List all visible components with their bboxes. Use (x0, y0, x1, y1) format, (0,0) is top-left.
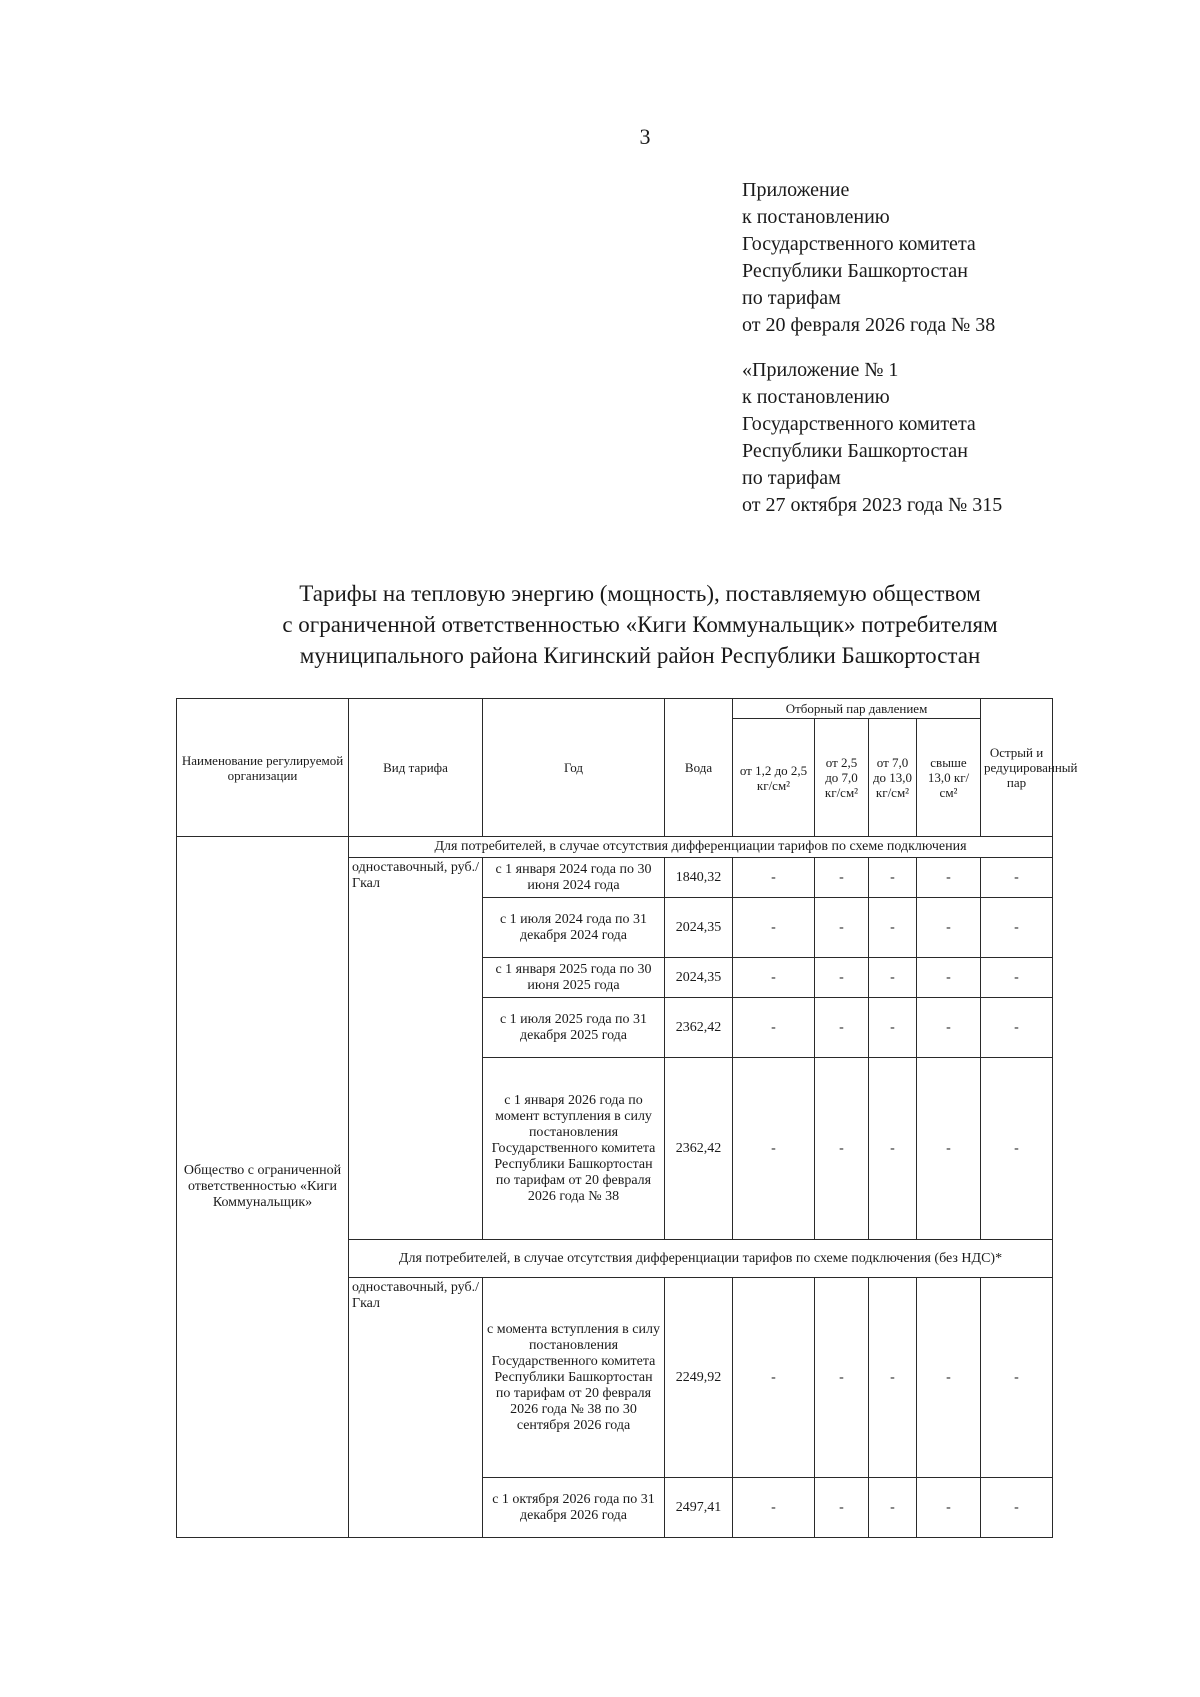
period-cell: с 1 июля 2024 года по 31 декабря 2024 года (483, 898, 665, 958)
water-value: 2497,41 (665, 1478, 733, 1538)
section-heading: Для потребителей, в случае отсутствия дифференциации тарифов по схеме подключения (без НДС)* (349, 1240, 1053, 1278)
steam-3-value: - (869, 858, 917, 898)
steam-4-value: - (917, 958, 981, 998)
header-steam-group: Отборный пар давлением (733, 699, 981, 719)
steam-4-value: - (917, 998, 981, 1058)
header-steam-4: свыше 13,0 кг/см² (917, 719, 981, 837)
water-value: 1840,32 (665, 858, 733, 898)
header-org: Наименование регулируемой организации (177, 699, 349, 837)
section-heading: Для потребителей, в случае отсутствия дифференциации тарифов по схеме подключения (349, 837, 1053, 858)
approval-line: «Приложение № 1 (742, 359, 899, 381)
approval-line: Приложение (742, 179, 850, 201)
period-cell: с момента вступления в силу постановления Государственного комитета Республики Башкортостан по тарифам от 20 февраля 2026 года № 38 по 30 сентября 2026 года (483, 1278, 665, 1478)
header-tariff-type: Вид тарифа (349, 699, 483, 837)
approval-line: по тарифам (742, 467, 841, 489)
approval-line: от 20 февраля 2026 года № 38 (742, 314, 996, 336)
sharp-steam-value: - (981, 898, 1053, 958)
sharp-steam-value: - (981, 1278, 1053, 1478)
sharp-steam-value: - (981, 858, 1053, 898)
title-line: с ограниченной ответственностью «Киги Коммунальщик» потребителям (282, 612, 998, 637)
steam-4-value: - (917, 1278, 981, 1478)
water-value: 2362,42 (665, 998, 733, 1058)
steam-1-value: - (733, 1278, 815, 1478)
approval-line: по тарифам (742, 287, 841, 309)
water-value: 2024,35 (665, 958, 733, 998)
steam-1-value: - (733, 958, 815, 998)
steam-2-value: - (815, 1278, 869, 1478)
steam-1-value: - (733, 1478, 815, 1538)
tariff-table (176, 698, 1078, 1538)
steam-2-value: - (815, 958, 869, 998)
steam-1-value: - (733, 998, 815, 1058)
title-line: Тарифы на тепловую энергию (мощность), поставляемую обществом (299, 581, 981, 606)
period-cell: с 1 июля 2025 года по 31 декабря 2025 года (483, 998, 665, 1058)
tariff-type: одноставочный, руб./Гкал (349, 1278, 483, 1538)
approval-line: Республики Башкортостан (742, 260, 968, 282)
title-line: муниципального района Кигинский район Республики Башкортостан (299, 643, 981, 668)
steam-4-value: - (917, 858, 981, 898)
water-value: 2024,35 (665, 898, 733, 958)
sharp-steam-value: - (981, 998, 1053, 1058)
approval-block-current (742, 177, 995, 339)
header-steam-3: от 7,0 до 13,0 кг/см² (869, 719, 917, 837)
steam-2-value: - (815, 898, 869, 958)
tariff-type: одноставочный, руб./Гкал (349, 858, 483, 1240)
period-cell: с 1 января 2025 года по 30 июня 2025 года (483, 958, 665, 998)
period-cell: с 1 января 2024 года по 30 июня 2024 года (483, 858, 665, 898)
steam-4-value: - (917, 898, 981, 958)
steam-3-value: - (869, 998, 917, 1058)
steam-2-value: - (815, 858, 869, 898)
approval-line: к постановлению (742, 386, 890, 408)
approval-line: Государственного комитета (742, 233, 976, 255)
sharp-steam-value: - (981, 958, 1053, 998)
sharp-steam-value: - (981, 1478, 1053, 1538)
steam-2-value: - (815, 1478, 869, 1538)
steam-1-value: - (733, 898, 815, 958)
water-value: 2249,92 (665, 1278, 733, 1478)
steam-3-value: - (869, 958, 917, 998)
header-steam-2: от 2,5 до 7,0 кг/см² (815, 719, 869, 837)
approval-line: к постановлению (742, 206, 890, 228)
steam-1-value: - (733, 858, 815, 898)
steam-2-value: - (815, 1058, 869, 1240)
steam-3-value: - (869, 1058, 917, 1240)
steam-4-value: - (917, 1058, 981, 1240)
steam-3-value: - (869, 1278, 917, 1478)
steam-3-value: - (869, 1478, 917, 1538)
steam-2-value: - (815, 998, 869, 1058)
header-sharp-steam: Острый и редуцированный пар (981, 699, 1053, 837)
period-cell: с 1 октября 2026 года по 31 декабря 2026 года (483, 1478, 665, 1538)
steam-1-value: - (733, 1058, 815, 1240)
document-title (200, 578, 1080, 671)
steam-3-value: - (869, 898, 917, 958)
sharp-steam-value: - (981, 1058, 1053, 1240)
approval-line: от 27 октября 2023 года № 315 (742, 494, 1003, 516)
page-number: 3 (639, 124, 651, 149)
steam-4-value: - (917, 1478, 981, 1538)
water-value: 2362,42 (665, 1058, 733, 1240)
header-year: Год (483, 699, 665, 837)
approval-line: Республики Башкортостан (742, 440, 968, 462)
approval-block-original (742, 357, 1002, 519)
period-cell: с 1 января 2026 года по момент вступления в силу постановления Государственного комитета Республики Башкортостан по тарифам от 20 февраля 2026 года № 38 (483, 1058, 665, 1240)
header-steam-1: от 1,2 до 2,5 кг/см² (733, 719, 815, 837)
approval-line: Государственного комитета (742, 413, 976, 435)
header-water: Вода (665, 699, 733, 837)
organization-name: Общество с ограниченной ответственностью «Киги Коммунальщик» (177, 837, 349, 1538)
